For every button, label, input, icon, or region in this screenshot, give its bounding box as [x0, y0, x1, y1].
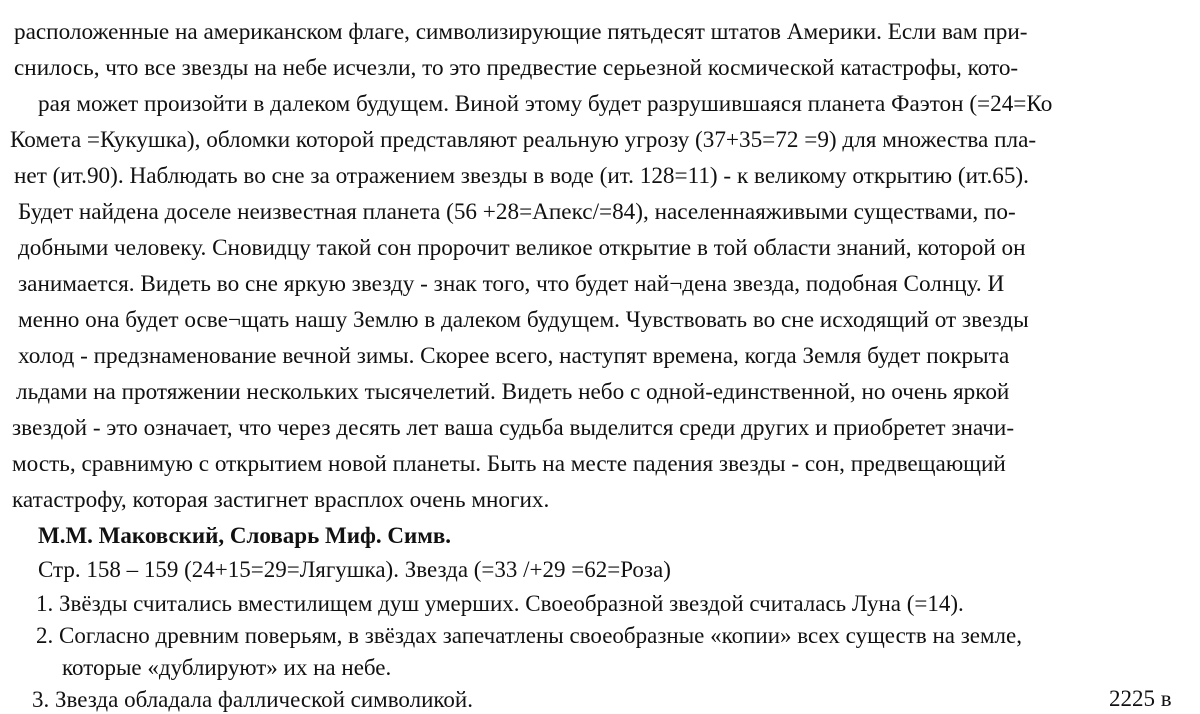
- list-item-1: 1. Звёзды считались вместилищем душ умерших. Своеобразной звездой считалась Луна (=14).: [36, 591, 964, 616]
- paragraph-line-7: добными человеку. Сновидцу такой сон пророчит великое открытие в той области знаний, которой он: [18, 235, 1026, 261]
- paragraph-line-12: звездой - это означает, что через десять лет ваша судьба выделится среди других и приобретет значи-: [12, 415, 1015, 441]
- paragraph-line-1: расположенные на американском флаге, символизирующие пятьдесят штатов Америки. Если вам при-: [14, 19, 1028, 45]
- paragraph-line-9: менно она будет осве¬щать нашу Землю в далеком будущем. Чувствовать во сне исходящий от звезды: [18, 307, 1029, 333]
- paragraph-line-5: нет (ит.90). Наблюдать во сне за отражением звезды в воде (ит. 128=11) - к великому открытию (ит.65).: [14, 163, 1029, 189]
- paragraph-line-8: занимается. Видеть во сне яркую звезду - знак того, что будет най¬дена звезда, подобная Солнцу. И: [18, 271, 1005, 297]
- list-item-3: 3. Звезда обладала фаллической символикой.: [32, 687, 473, 712]
- paragraph-line-4: Комета =Кукушка), обломки которой представляют реальную угрозу (37+35=72 =9) для множества пла-: [10, 127, 1037, 153]
- page-number: 2225 в: [1109, 686, 1172, 711]
- source-heading: М.М. Маковский, Словарь Миф. Симв.: [38, 523, 452, 548]
- list-item-2-continuation: которые «дублируют» их на небе.: [62, 655, 392, 680]
- paragraph-line-13: мость, сравнимую с открытием новой планеты. Быть на месте падения звезды - сон, предвещающий: [12, 451, 1006, 477]
- list-item-2: 2. Согласно древним поверьям, в звёздах запечатлены своеобразные «копии» всех существ на земле,: [36, 623, 1022, 648]
- paragraph-line-14: катастрофу, которая застигнет врасплох очень многих.: [12, 487, 550, 513]
- paragraph-line-3: рая может произойти в далеком будущем. Виной этому будет разрушившаяся планета Фаэтон (=24=Ко: [38, 91, 1053, 117]
- paragraph-line-10: холод - предзнаменование вечной зимы. Скорее всего, наступят времена, когда Земля будет покрыта: [18, 343, 1010, 369]
- paragraph-line-11: льдами на протяжении нескольких тысячелетий. Видеть небо с одной-единственной, но очень яркой: [16, 379, 1010, 405]
- paragraph-line-6: Будет найдена доселе неизвестная планета (56 +28=Апекс/=84), населеннаяживыми существами, по-: [18, 199, 1016, 225]
- source-subheading: Стр. 158 – 159 (24+15=29=Лягушка). Звезда (=33 /+29 =62=Роза): [38, 557, 671, 582]
- paragraph-line-2: снилось, что все звезды на небе исчезли, то это предвестие серьезной космической катастрофы, кото-: [14, 55, 1019, 81]
